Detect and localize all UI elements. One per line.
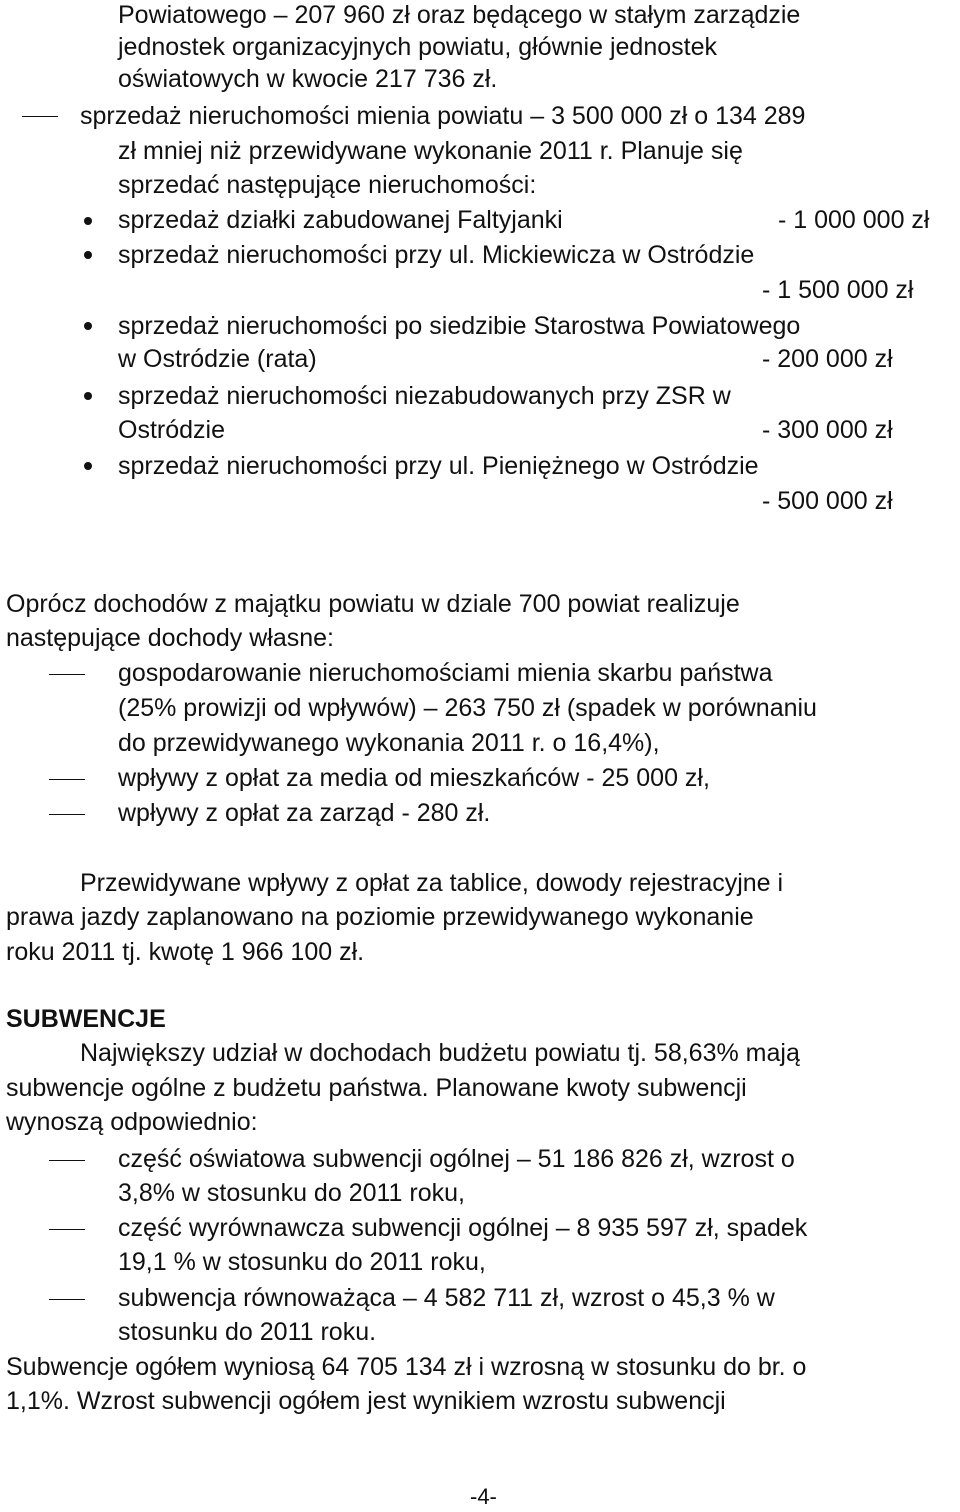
text-line: wynoszą odpowiednio: [6,1108,258,1136]
text-line: wpływy z opłat za zarząd - 280 zł. [118,799,491,827]
text-line: sprzedaż nieruchomości mienia powiatu – 3 500 000 zł o 134 289 [80,102,806,130]
property-amount: - 500 000 zł [762,487,893,515]
property-amount: - 1 500 000 zł [762,276,914,304]
property-amount: - 1 000 000 zł [778,206,930,234]
dash-bullet [49,1229,85,1230]
text-line: subwencje ogólne z budżetu państwa. Planowane kwoty subwencji [6,1074,747,1102]
dash-bullet [49,1160,85,1161]
text-line: sprzedać następujące nieruchomości: [118,171,537,199]
property-label: sprzedaż nieruchomości po siedzibie Starostwa Powiatowego [118,312,801,340]
text-line: wpływy z opłat za media od mieszkańców - 25 000 zł, [118,764,710,792]
text-line: prawa jazdy zaplanowano na poziomie przewidywanego wykonanie [6,903,754,931]
text-line: (25% prowizji od wpływów) – 263 750 zł (spadek w porównaniu [118,694,817,722]
dash-bullet [49,1299,85,1300]
text-line: Oprócz dochodów z majątku powiatu w dziale 700 powiat realizuje [6,590,740,618]
property-label: sprzedaż nieruchomości przy ul. Pieniężnego w Ostródzie [118,452,759,480]
bullet-dot [84,462,92,470]
text-line: Powiatowego – 207 960 zł oraz będącego w stałym zarządzie [118,1,801,29]
property-label: w Ostródzie (rata) [118,345,317,373]
text-line: roku 2011 tj. kwotę 1 966 100 zł. [6,938,365,966]
property-label: sprzedaż działki zabudowanej Faltyjanki [118,206,563,234]
text-line: 3,8% w stosunku do 2011 roku, [118,1179,465,1207]
bullet-dot [84,392,92,400]
text-line: stosunku do 2011 roku. [118,1318,377,1346]
property-label: sprzedaż nieruchomości przy ul. Mickiewicza w Ostródzie [118,241,755,269]
dash-bullet [49,674,85,675]
text-line: do przewidywanego wykonania 2011 r. o 16,4%), [118,729,660,757]
text-line: Przewidywane wpływy z opłat za tablice, dowody rejestracyjne i [80,869,784,897]
property-amount: - 300 000 zł [762,416,893,444]
text-line: subwencja równoważąca – 4 582 711 zł, wzrost o 45,3 % w [118,1284,775,1312]
text-line: 19,1 % w stosunku do 2011 roku, [118,1248,486,1276]
bullet-dot [84,251,92,259]
dash-bullet [22,116,58,117]
text-line: następujące dochody własne: [6,624,335,652]
text-line: Największy udział w dochodach budżetu powiatu tj. 58,63% mają [80,1039,800,1067]
text-line: część oświatowa subwencji ogólnej – 51 186 826 zł, wzrost o [118,1145,795,1173]
dash-bullet [49,779,85,780]
text-line: gospodarowanie nieruchomościami mienia skarbu państwa [118,659,773,687]
text-line: część wyrównawcza subwencji ogólnej – 8 935 597 zł, spadek [118,1214,808,1242]
text-line: Subwencje ogółem wyniosą 64 705 134 zł i wzrosną w stosunku do br. o [6,1353,807,1381]
property-amount: - 200 000 zł [762,345,893,373]
text-line: zł mniej niż przewidywane wykonanie 2011 r. Planuje się [118,137,743,165]
section-heading: SUBWENCJE [6,1005,166,1033]
text-line: oświatowych w kwocie 217 736 zł. [118,65,498,93]
bullet-dot [84,217,92,225]
property-label: sprzedaż nieruchomości niezabudowanych przy ZSR w [118,382,731,410]
dash-bullet [49,814,85,815]
text-line: 1,1%. Wzrost subwencji ogółem jest wynikiem wzrostu subwencji [6,1387,726,1415]
page-number: -4- [470,1484,497,1509]
text-line: jednostek organizacyjnych powiatu, głównie jednostek [118,33,717,61]
bullet-dot [84,322,92,330]
property-label: Ostródzie [118,416,225,444]
